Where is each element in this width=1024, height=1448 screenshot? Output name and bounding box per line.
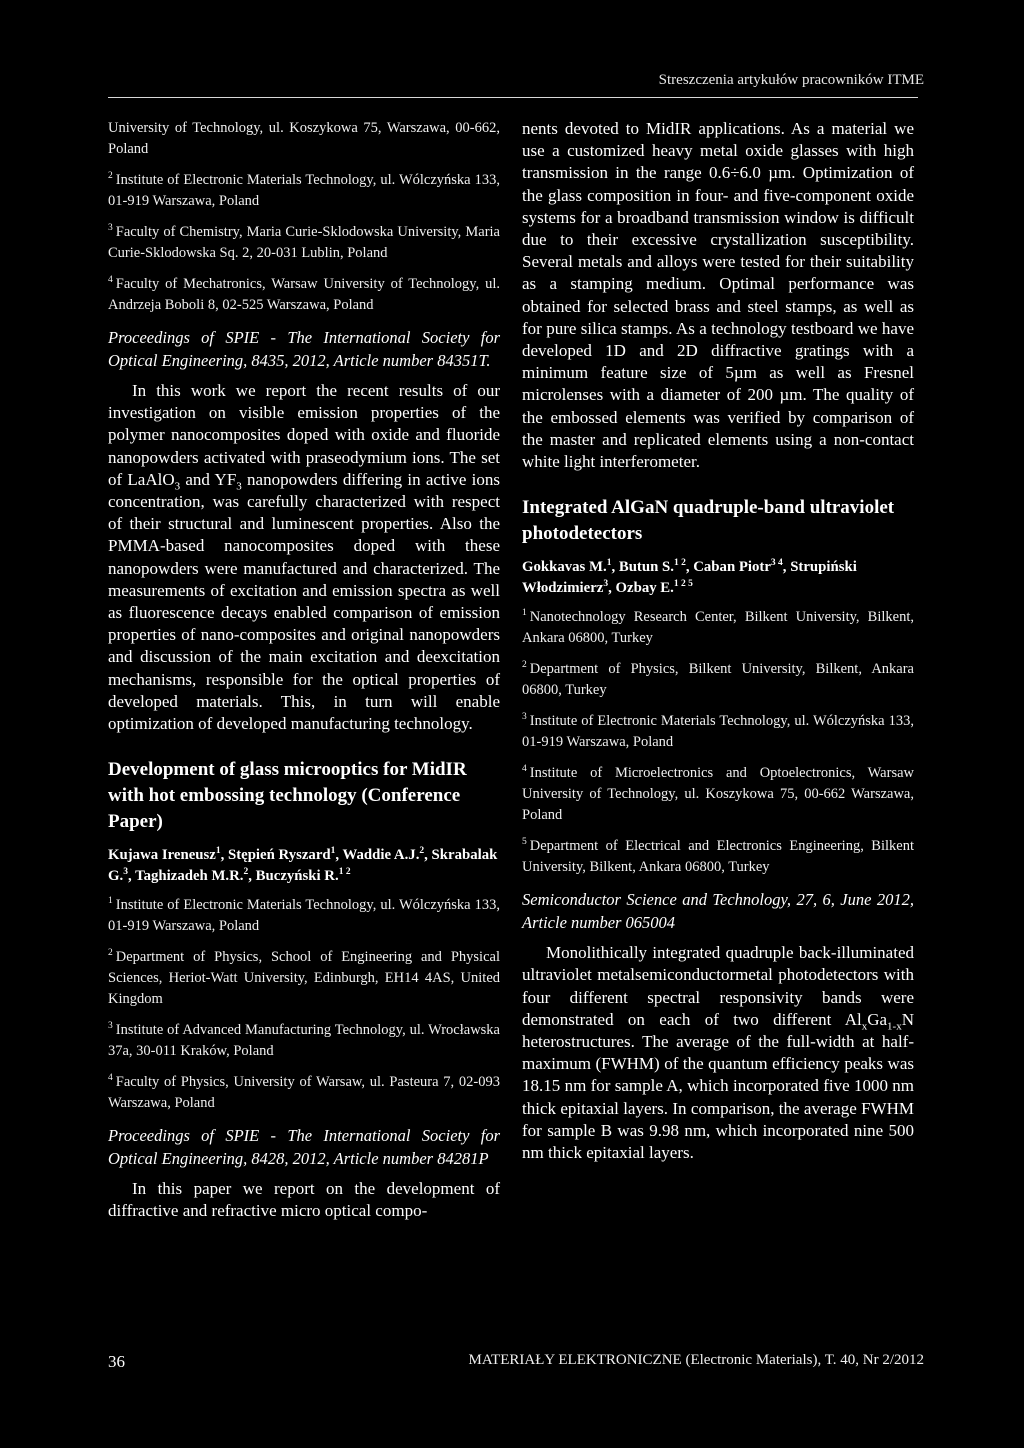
affiliation-label: 3 — [522, 712, 527, 723]
left-column — [108, 118, 500, 1223]
abstract-text: Ga — [867, 1009, 888, 1029]
subscript: x — [861, 1020, 868, 1033]
author: , Butun S. — [611, 559, 674, 576]
affiliation-text: Faculty of Mechatronics, Warsaw University of Technology, ul. Andrzeja Boboli 8, 02-525 Warszawa, Poland — [108, 276, 500, 313]
affiliation-item — [522, 607, 914, 649]
affiliation-label: 4 — [108, 275, 113, 286]
author-list — [108, 845, 500, 887]
article-title: Development of glass microoptics for MidIR with hot embossing technology (Conference Paper) — [108, 759, 467, 833]
author: , Buczyński R. — [248, 868, 339, 885]
abstract-text: nanopowders differing in active ions concentration, was carefully characterized with respect of their structural and luminescent properties. Also the PMMA-based nanocomposites doped with these nanopowders were manufactured and characterized. The measurements of excitation and emission spectra as well as fluorescence decays enabled comparison of emission properties of nano-composites and original nanopowders and discussion of the main excitation and deexcitation mechanisms, responsible for the optical properties of developed materials. This, in turn will enable optimization of developed manufacturing technology. — [108, 469, 500, 734]
affiliation-item — [108, 170, 500, 212]
affiliation-label: 4 — [108, 1073, 113, 1084]
journal-reference: Semiconductor Science and Technology, 27, 6, June 2012, Article number 065004 — [522, 890, 914, 933]
author-sup: 1 2 5 — [673, 579, 693, 590]
affiliation-label: 4 — [522, 764, 527, 775]
author-sup: 1 2 — [338, 867, 351, 878]
affiliation-text: Institute of Microelectronics and Optoelectronics, Warsaw University of Technology, ul. Koszykowa 75, 00-662 Warszawa, Poland — [522, 765, 914, 824]
affiliation-continued: University of Technology, ul. Koszykowa 75, Warszawa, 00-662, Poland — [108, 120, 500, 157]
affiliation-item — [108, 222, 500, 264]
author: , Strupiński Włodzimierz — [522, 559, 857, 597]
running-header: Streszczenia artykułów pracowników ITME — [658, 72, 924, 88]
abstract-text: Monolithically integrated quadruple back-illuminated ultraviolet metalsemiconductormetal photodetectors with four different spectral responsivity bands were demonstrated on each of two different Al — [522, 943, 914, 1029]
article-title: Integrated AlGaN quadruple-band ultraviolet photodetectors — [522, 497, 895, 545]
author: , Skrabalak G. — [108, 847, 498, 885]
affiliation-label: 2 — [108, 171, 113, 182]
affiliation-text: Institute of Electronic Materials Technology, ul. Wólczyńska 133, 01-919 Warszawa, Poland — [522, 713, 914, 751]
header-rule — [108, 97, 918, 98]
author-sup: 1 2 — [673, 558, 686, 569]
abstract-text: N heterostructures. The average of the full-width at half-maximum (FWHM) of the quantum efficiency peaks was 18.15 nm for sample A, which incorporated five 1000 nm thick epitaxial layers. In comparison, the average FWHM for sample B was 9.98 nm, which incorporated nine 500 nm thick epitaxial layers. — [522, 1009, 914, 1163]
author-sup: 3 4 — [770, 558, 783, 569]
affiliation-label: 3 — [108, 223, 113, 234]
affiliation-label: 3 — [108, 1021, 113, 1032]
affiliation-item — [108, 947, 500, 1010]
affiliation-label: 1 — [522, 608, 527, 619]
affiliation-item — [522, 659, 914, 701]
right-column — [522, 118, 914, 1164]
author-sup: 2 — [419, 846, 425, 857]
affiliation-text: Department of Electrical and Electronics Engineering, Bilkent University, Bilkent, Ankara 06800, Turkey — [522, 838, 914, 876]
affiliation-item — [108, 274, 500, 316]
author: Gokkavas M. — [522, 559, 607, 576]
affiliation-text: Faculty of Chemistry, Maria Curie-Sklodowska University, Maria Curie-Sklodowska Sq. 2, 20-031 Lublin, Poland — [108, 224, 500, 261]
subscript: 3 — [236, 480, 242, 493]
affiliation-label: 5 — [522, 837, 527, 848]
subscript: 3 — [174, 480, 181, 493]
journal-reference: Proceedings of SPIE - The International Society for Optical Engineering, 8428, 2012, Article number 84281P — [108, 1126, 500, 1169]
affiliation-text: Institute of Electronic Materials Technology, ul. Wólczyńska 133, 01-919 Warszawa, Poland — [108, 172, 500, 209]
author: , Caban Piotr — [685, 559, 771, 576]
author-sup: 3 — [123, 867, 128, 878]
affiliation-item — [522, 711, 914, 753]
footer-journal: MATERIAŁY ELEKTRONICZNE (Electronic Materials), T. 40, Nr 2/2012 — [468, 1352, 924, 1368]
abstract-paragraph: In this paper we report on the development of diffractive and refractive micro optical compo- — [108, 1179, 500, 1221]
author: Kujawa Ireneusz — [108, 847, 216, 864]
abstract-paragraph — [108, 380, 500, 735]
affiliation-item — [108, 1020, 500, 1062]
affiliation-text: Department of Physics, Bilkent University, Bilkent, Ankara 06800, Turkey — [522, 661, 914, 699]
affiliation-label: 2 — [108, 948, 113, 959]
author-sup: 2 — [243, 867, 249, 878]
affiliation-label: 1 — [108, 896, 113, 907]
affiliation-text: Department of Physics, School of Engineering and Physical Sciences, Heriot-Watt University, Edinburgh, EH14 4AS, United Kingdom — [108, 949, 500, 1008]
abstract-paragraph-continued: nents devoted to MidIR applications. As a material we use a customized heavy metal oxide glasses with high transmission in the range 0.6÷6.0 µm. Optimization of the glass composition in four- and five-component oxide systems for a broadband transmission window is difficult due to their excessive crystallization susceptibility. Several metals and alloys were tested for their suitability as a stamping medium. Optimal performance was obtained for selected brass and steel stamps, as well as for pure silica stamps. As a technology testboard we have developed 1D and 2D diffractive gratings with a minimum feature size of 5µm as well as Fresnel microlenses with a diameter of 200 µm. The quality of the embossed elements was verified by comparison of the master and replicated elements using a non-contact white light interferometer. — [522, 119, 914, 472]
journal-reference: Proceedings of SPIE - The International Society for Optical Engineering, 8435, 2012, Article number 84351T. — [108, 328, 500, 370]
affiliation-text: Faculty of Physics, University of Warsaw, ul. Pasteura 7, 02-093 Warszawa, Poland — [108, 1074, 500, 1112]
page-number: 36 — [108, 1352, 125, 1371]
author: , Waddie A.J. — [335, 847, 420, 864]
affiliation-item — [108, 1072, 500, 1114]
affiliation-text: Institute of Advanced Manufacturing Technology, ul. Wrocławska 37a, 30-011 Kraków, Poland — [108, 1022, 500, 1060]
author-sup: 3 — [603, 579, 609, 590]
affiliation-label: 2 — [522, 660, 527, 671]
affiliation-item — [522, 763, 914, 826]
abstract-text: and YF — [180, 469, 237, 489]
author-sup: 1 — [215, 846, 221, 857]
affiliation-text: Nanotechnology Research Center, Bilkent University, Bilkent, Ankara 06800, Turkey — [522, 609, 914, 647]
subscript: 1-x — [887, 1020, 902, 1033]
affiliation-text: Institute of Electronic Materials Technology, ul. Wólczyńska 133, 01-919 Warszawa, Poland — [108, 897, 500, 935]
author-sup: 1 — [330, 846, 336, 857]
abstract-text: In this work we report the recent results of our investigation on visible emission properties of the polymer nanocomposites doped with oxide and fluoride nanopowders activated with praseodymium ions. The set of LaAlO — [108, 381, 500, 489]
author: , Stępień Ryszard — [220, 847, 331, 864]
author: , Ozbay E. — [608, 580, 674, 597]
abstract-paragraph — [522, 942, 914, 1164]
author-sup: 1 — [606, 558, 612, 569]
author-list — [522, 557, 914, 599]
affiliation-item — [108, 895, 500, 937]
author: , Taghizadeh M.R. — [127, 868, 244, 885]
affiliation-item — [522, 836, 914, 878]
